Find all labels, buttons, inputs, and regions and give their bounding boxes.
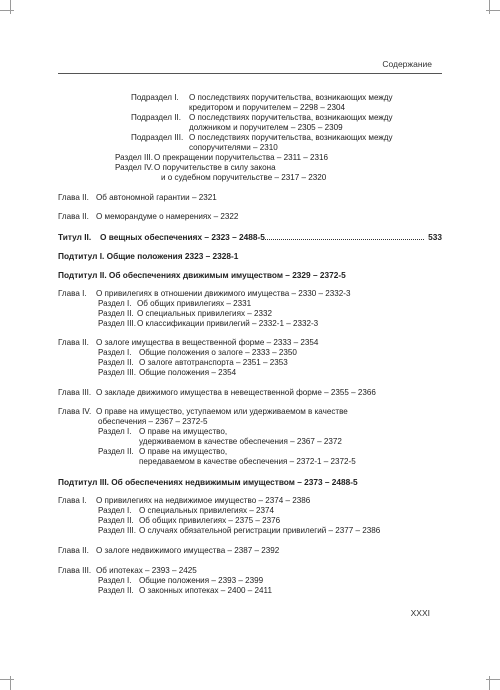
- toc-entry-label: Раздел III.: [115, 153, 153, 162]
- toc-entry-text: О последствиях поручительства, возникающих между: [189, 133, 393, 142]
- toc-entry-text: Об общих привилегиях – 2375 – 2376: [139, 516, 281, 525]
- toc-entry-label: Раздел II.: [98, 516, 134, 525]
- toc-entry-text: О прекращении поручительства – 2311 – 2316: [154, 153, 329, 162]
- toc-entry-text: Об автономной гарантии – 2321: [96, 193, 217, 202]
- toc-entry-label: Подраздел II.: [131, 113, 181, 122]
- toc-entry-text: и о судебном поручительстве – 2317 – 2320: [161, 173, 327, 182]
- toc-entry-text: Об ипотеках – 2393 – 2425: [96, 566, 197, 575]
- toc-entry-label: Раздел I.: [98, 506, 132, 515]
- toc-entry-text: передаваемом в качестве обеспечения – 2372-1 – 2372-5: [139, 457, 356, 466]
- toc-entry-text: О залоге недвижимого имущества – 2387 – 2392: [96, 546, 280, 555]
- toc-entry-label: Раздел III.: [98, 526, 136, 535]
- running-header: Содержание: [382, 59, 432, 69]
- toc-entry-text: О праве на имущество,: [139, 447, 228, 456]
- toc-entry-text: О поручительстве в силу закона: [154, 163, 276, 172]
- toc-subtitle[interactable]: Подтитул III. Об обеспечениях недвижимым имуществом – 2373 – 2488-5: [58, 477, 358, 487]
- toc-entry-text: О законных ипотеках – 2400 – 2411: [139, 586, 272, 595]
- toc-entry-text: Об общих привилегиях – 2331: [137, 299, 252, 308]
- crop-mark: [0, 10, 14, 11]
- toc-entry-text: кредитором и поручителем – 2298 – 2304: [189, 103, 346, 112]
- toc-entry-text: О специальных привилегиях – 2332: [137, 309, 273, 318]
- toc-entry-label: Глава IV.: [58, 407, 92, 416]
- titul-text: О вещных обеспечениях – 2323 – 2488-5: [100, 232, 265, 242]
- toc-entry-text: О праве на имущество,: [139, 427, 228, 436]
- toc-entry-label: Раздел III.: [98, 319, 136, 328]
- titul-label: Титул II.: [58, 232, 92, 242]
- toc-entry-text: сопоручителями – 2310: [189, 143, 278, 152]
- toc-entry-text: О залоге имущества в вещественной форме – 2333 – 2354: [96, 338, 319, 347]
- toc-entry-label: Раздел I.: [98, 299, 132, 308]
- toc-subtitle[interactable]: Подтитул I. Общие положения 2323 – 2328-1: [58, 251, 239, 261]
- toc-entry-label: Глава II.: [58, 546, 89, 555]
- toc-entry-label: Глава II.: [58, 212, 89, 221]
- toc-entry-text: О последствиях поручительства, возникающих между: [189, 113, 393, 122]
- crop-mark: [489, 0, 490, 14]
- crop-mark: [486, 679, 500, 680]
- toc-entry-text: О закладе движимого имущества в невещественной форме – 2355 – 2366: [96, 388, 376, 397]
- toc-entry-text: О привилегиях на недвижимое имущество – 2374 – 2386: [96, 496, 311, 505]
- toc-entry-label: Раздел IV.: [115, 163, 154, 172]
- toc-entry-text: О специальных привилегиях – 2374: [139, 506, 275, 515]
- crop-mark: [486, 10, 500, 11]
- toc-entry-label: Раздел II.: [98, 358, 134, 367]
- toc-entry-label: Раздел II.: [98, 447, 134, 456]
- toc-entry-label: Глава III.: [58, 388, 92, 397]
- toc-entry-label: Глава I.: [58, 496, 87, 505]
- toc-entry-text: должником и поручителем – 2305 – 2309: [189, 123, 343, 132]
- toc-entry-text: Общие положения – 2393 – 2399: [139, 576, 264, 585]
- toc-entry-text: Общие положения о залоге – 2333 – 2350: [139, 348, 297, 357]
- toc-entry-label: Раздел I.: [98, 576, 132, 585]
- toc-entry-label: Раздел I.: [98, 348, 132, 357]
- toc-entry-label: Глава II.: [58, 338, 89, 347]
- toc-entry-text: О праве на имущество, уступаемом или удерживаемом в качестве: [96, 407, 348, 416]
- crop-mark: [0, 679, 14, 680]
- toc-entry-text: О меморандуме о намерениях – 2322: [96, 212, 239, 221]
- crop-mark: [10, 0, 11, 14]
- toc-entry-label: Раздел II.: [98, 586, 134, 595]
- toc-entry-label: Раздел II.: [98, 309, 134, 318]
- toc-entry-label: Раздел I.: [98, 427, 132, 436]
- dot-leader: [262, 239, 424, 240]
- toc-entry-text: О классификации привилегий – 2332-1 – 2332-3: [137, 319, 319, 328]
- toc-entry-label: Глава I.: [58, 289, 87, 298]
- toc-subtitle[interactable]: Подтитул II. Об обеспечениях движимым имуществом – 2329 – 2372-5: [58, 270, 346, 280]
- titul-page-number: 533: [428, 232, 442, 242]
- page-number: XXXI: [410, 608, 430, 618]
- toc-entry-text: обеспечения – 2367 – 2372-5: [98, 417, 208, 426]
- toc-entry-label: Подраздел III.: [131, 133, 184, 142]
- toc-entry-label: Подраздел I.: [131, 93, 179, 102]
- toc-entry-text: Общие положения – 2354: [139, 368, 237, 377]
- toc-entry-text: О залоге автотранспорта – 2351 – 2353: [139, 358, 288, 367]
- toc-entry-label: Раздел III.: [98, 368, 136, 377]
- toc-entry-text: удерживаемом в качестве обеспечения – 2367 – 2372: [139, 437, 342, 446]
- toc-entry-text: О привилегиях в отношении движимого имущества – 2330 – 2332-3: [96, 289, 351, 298]
- toc-entry-text: О случаях обязательной регистрации привилегий – 2377 – 2386: [139, 526, 381, 535]
- header-rule: [58, 73, 442, 74]
- toc-entry-text: О последствиях поручительства, возникающих между: [189, 93, 393, 102]
- toc-entry-label: Глава II.: [58, 193, 89, 202]
- toc-entry-label: Глава III.: [58, 566, 92, 575]
